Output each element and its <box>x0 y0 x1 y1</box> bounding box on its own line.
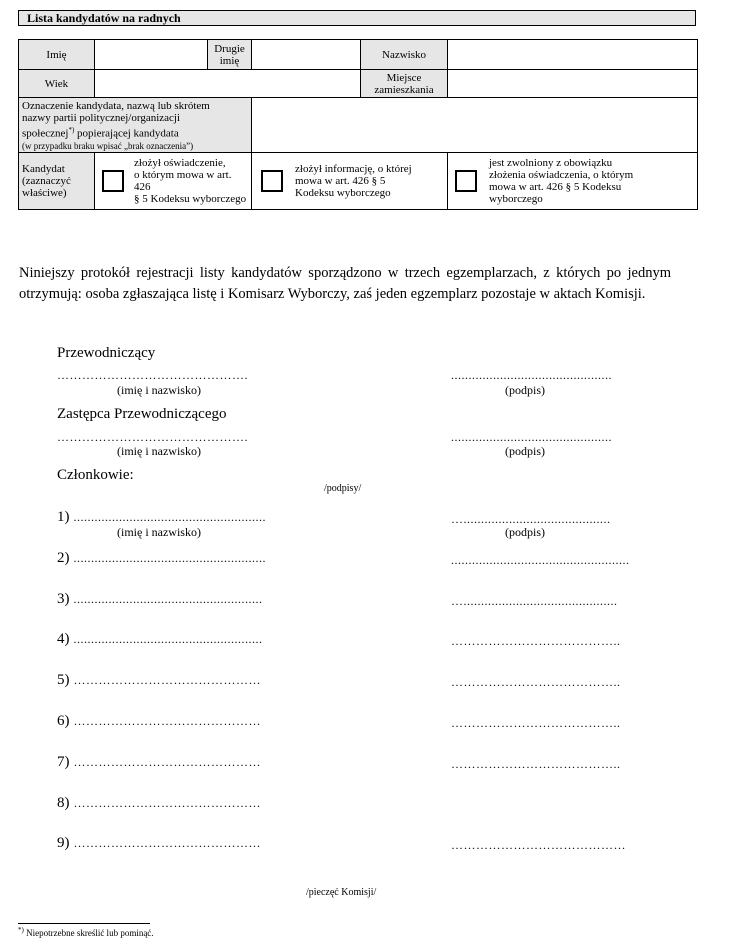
member-sign-line[interactable]: …............................................ <box>451 594 618 608</box>
member-name-dots[interactable]: ……………………………………… <box>73 714 261 728</box>
member1-sign-caption: (podpis) <box>505 525 545 539</box>
candidate-status-label: Kandydat (zaznaczyć właściwe) <box>19 152 95 209</box>
member-number: 3) <box>57 591 70 607</box>
member-name-dots[interactable]: ……………………………………… <box>73 836 261 850</box>
member-name-dots[interactable]: ...................................................... <box>73 592 263 606</box>
chair-sign-line[interactable]: .............................................. <box>451 368 612 382</box>
member-name-line[interactable] <box>57 795 261 812</box>
option-declaration[interactable]: złożył oświadczenie, o którym mowa w art. 426 § 5 Kodeksu wyborczego <box>95 152 252 209</box>
member-name-dots[interactable]: ……………………………………… <box>73 796 261 810</box>
age-field[interactable] <box>95 70 361 98</box>
footnote-divider <box>18 923 150 924</box>
first-name-label: Imię <box>19 40 95 70</box>
first-name-field[interactable] <box>95 40 208 70</box>
member-number: 9) <box>57 835 70 851</box>
members-heading: Członkowie: <box>57 467 134 483</box>
member-name-line[interactable] <box>57 591 263 608</box>
member-name-line[interactable] <box>57 631 263 648</box>
member-number: 1) <box>57 509 70 525</box>
member-sign-line[interactable]: ................................................... <box>451 553 630 567</box>
information-checkbox[interactable] <box>261 170 283 192</box>
member-name-dots[interactable]: ……………………………………… <box>73 755 261 769</box>
member-name-line[interactable] <box>57 835 261 852</box>
deputy-name-line[interactable]: ………………………………………. <box>57 430 248 444</box>
deputy-heading: Zastępca Przewodniczącego <box>57 406 227 422</box>
member-name-dots[interactable]: ...................................................... <box>73 632 263 646</box>
member-number: 4) <box>57 631 70 647</box>
declaration-checkbox[interactable] <box>102 170 124 192</box>
option-exempt[interactable]: jest zwolniony z obowiązku złożenia oświadczenia, o którym mowa w art. 426 § 5 Kodeksu wyborczego <box>448 152 698 209</box>
member-sign-line[interactable]: ………………………………….. <box>451 634 621 648</box>
option-information[interactable]: złożył informację, o której mowa w art. 426 § 5 Kodeksu wyborczego <box>252 152 448 209</box>
chair-name-line[interactable]: ………………………………………. <box>57 368 248 382</box>
surname-field[interactable] <box>448 40 698 70</box>
member-name-line[interactable] <box>57 754 261 771</box>
protocol-paragraph: Niniejszy protokół rejestracji listy kandydatów sporządzono w trzech egzemplarzach, z których po jednym otrzymują: osoba zgłaszająca listę i Komisarz Wyborczy, zaś jeden egzemplarz pozostaje w aktach Komisji. <box>19 265 671 302</box>
party-label: Oznaczenie kandydata, nazwą lub skrótem nazwy partii politycznej/organizacji społecznej*) popierającej kandydata (w przypadku braku wpisać „brak oznaczenia”) <box>19 98 252 153</box>
member-name-line[interactable] <box>57 713 261 730</box>
member-sign-line[interactable]: ….......................................... <box>451 512 611 526</box>
member-name-line[interactable] <box>57 509 266 526</box>
member1-name-caption: (imię i nazwisko) <box>117 525 201 539</box>
deputy-name-caption: (imię i nazwisko) <box>117 444 201 458</box>
second-name-field[interactable] <box>252 40 361 70</box>
party-field[interactable] <box>252 98 698 153</box>
chair-name-caption: (imię i nazwisko) <box>117 383 201 397</box>
member-number: 5) <box>57 672 70 688</box>
deputy-sign-caption: (podpis) <box>505 444 545 458</box>
member-sign-line[interactable]: ………………………………….. <box>451 675 621 689</box>
member-sign-line[interactable]: ………………………………….. <box>451 716 621 730</box>
member-sign-line[interactable]: ………………………………….. <box>451 757 621 771</box>
deputy-sign-line[interactable]: .............................................. <box>451 430 612 444</box>
surname-label: Nazwisko <box>361 40 448 70</box>
chair-heading: Przewodniczący <box>57 345 156 361</box>
member-name-dots[interactable]: ....................................................... <box>73 551 266 565</box>
member-name-line[interactable] <box>57 550 266 567</box>
member-name-dots[interactable]: ....................................................... <box>73 510 266 524</box>
signatures-caption: /podpisy/ <box>324 483 362 494</box>
member-sign-line[interactable]: …………………………………… <box>451 838 626 852</box>
age-label: Wiek <box>19 70 95 98</box>
list-title: Lista kandydatów na radnych <box>18 10 696 26</box>
residence-label: Miejsce zamieszkania <box>361 70 448 98</box>
member-name-line[interactable] <box>57 672 261 689</box>
commission-stamp-caption: /pieczęć Komisji/ <box>306 887 377 898</box>
member-number: 6) <box>57 713 70 729</box>
candidate-form <box>18 39 698 210</box>
footnote: *) Niepotrzebne skreślić lub pominąć. <box>18 926 154 938</box>
member-name-dots[interactable]: ……………………………………… <box>73 673 261 687</box>
second-name-label: Drugie imię <box>208 40 252 70</box>
residence-field[interactable] <box>448 70 698 98</box>
chair-sign-caption: (podpis) <box>505 383 545 397</box>
exempt-checkbox[interactable] <box>455 170 477 192</box>
member-number: 7) <box>57 754 70 770</box>
member-number: 8) <box>57 795 70 811</box>
member-number: 2) <box>57 550 70 566</box>
